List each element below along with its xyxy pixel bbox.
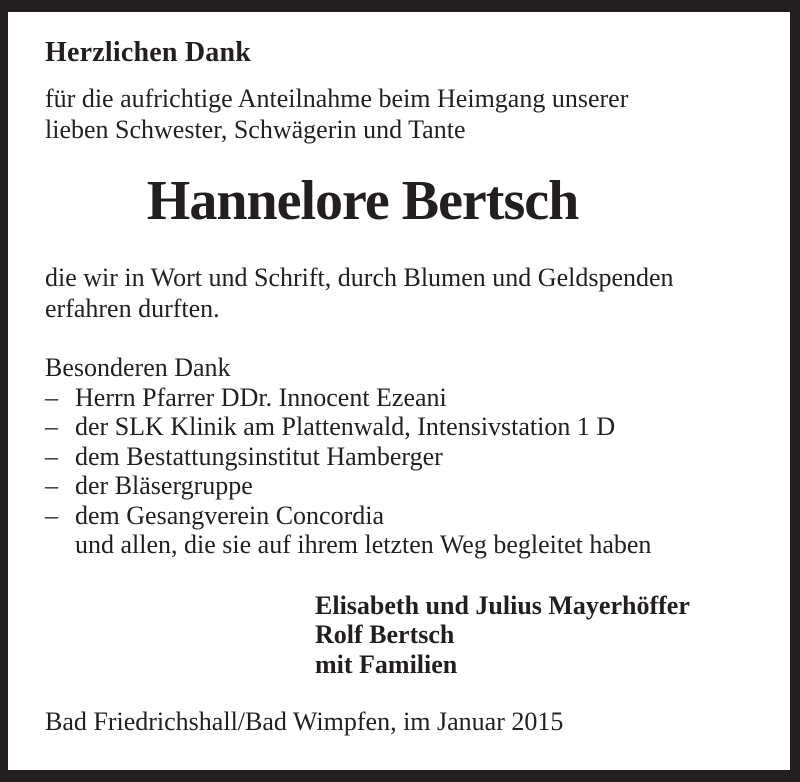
list-item-text: der Bläsergruppe [75,471,253,500]
signature-line-2: Rolf Bertsch [315,620,455,649]
list-dash: – [45,471,58,500]
greeting-heading: Herzlichen Dank [45,37,251,68]
intro-line-2: lieben Schwester, Schwägerin und Tante [45,115,466,144]
list-dash: – [45,500,58,530]
list-dash: – [45,382,58,412]
deceased-name: Hannelore Bertsch [146,170,579,232]
list-closing-text: und allen, die sie auf ihrem letzten Weg begleitet haben [75,530,652,559]
list-item-text: der SLK Klinik am Plattenwald, Intensivstation 1 D [75,412,616,441]
list-item [45,471,760,501]
list-item [45,442,760,472]
signature-block [315,591,760,680]
signature-line-1: Elisabeth und Julius Mayerhöffer [315,590,690,620]
list-item [45,501,760,531]
list-dash: – [45,412,58,441]
place-date-line: Bad Friedrichshall/Bad Wimpfen, im Januar 2015 [45,707,564,736]
intro-line-1: für die aufrichtige Anteilnahme beim Heimgang unserer [45,84,629,113]
special-thanks-heading: Besonderen Dank [45,353,231,382]
acknowledgement-line-1: die wir in Wort und Schrift, durch Blumen und Geldspenden [45,263,674,292]
intro-paragraph [45,83,760,145]
list-item [45,383,760,413]
list-item-text: dem Bestattungsinstitut Hamberger [75,441,443,471]
special-thanks-section [45,353,760,560]
list-item-text: Herrn Pfarrer DDr. Innocent Ezeani [75,382,447,412]
list-item [45,412,760,442]
list-dash: – [45,441,58,471]
acknowledgement-line-2: erfahren durften. [45,294,220,323]
list-closing-row [45,530,760,560]
acknowledgement-paragraph [45,262,760,324]
signature-line-3: mit Familien [315,649,458,679]
list-item-text: dem Gesangverein Concordia [75,500,385,530]
